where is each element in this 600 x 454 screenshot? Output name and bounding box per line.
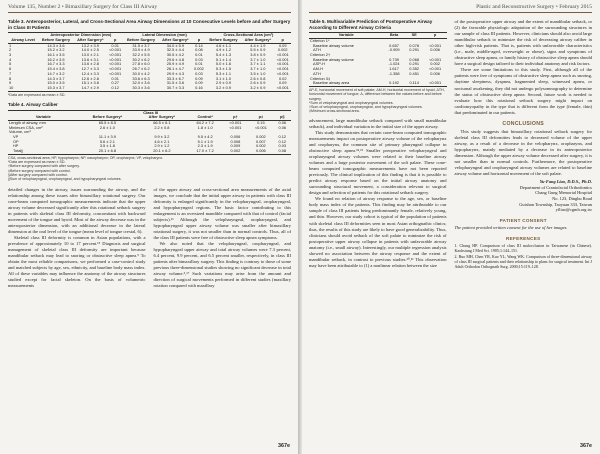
author-affiliation-line: Guishan Township, Taoyuan 333, Taiwan	[519, 201, 592, 207]
table3-cell: <0.001	[274, 86, 291, 91]
running-head	[8, 4, 291, 10]
table3-cell: 5	[9, 61, 12, 67]
body-column-1	[309, 19, 447, 270]
table4-cell: 0.002	[255, 134, 266, 140]
table4-cell: 0.006	[230, 134, 241, 140]
table3-cell: 7	[9, 70, 12, 76]
table3-cell: 12.7 ± 3.3	[81, 66, 99, 72]
table4-cell: 0.12	[278, 138, 287, 144]
table4-cell: OP	[13, 138, 19, 144]
table3-cell: 4	[9, 56, 12, 62]
table3-cell: 5.1 ± 1.4	[215, 56, 232, 62]
table3-cell: 2	[9, 47, 12, 53]
table3-column-header: After Surgery*	[159, 38, 192, 43]
table4-cell: 64.2 ± 7.2	[196, 119, 214, 125]
table5-cell: 0.002	[430, 61, 440, 67]
body-paragraph: of the postoperative upper airway and the extent of mandibular setback, or (2) the favorable physiologic adaptation of the surrounding structures in our sample of class III patients. However, clinicians should also avoid large mandibular setback to minimize the risk of decreasing airway caliber in other high-risk patients. That is, patients with unfavorable characteristics (i.e., male, middle-aged, overweight or obese), signs and symptoms of obstructive sleep apnea, or family history of obstructive sleep apnea should have a surgical design tailored to their individual anatomy and risk factors.	[454, 19, 592, 67]
table4-footnote: ||Sum of velopharyngeal, oropharyngeal, and hypopharyngeal volumes.	[8, 177, 122, 182]
table3-cell: 13.0 ± 2.1	[81, 52, 99, 57]
table3-cell: 4.6 ± 1.1	[215, 42, 232, 48]
table4-cell: 20.1 ± 6.2	[136, 149, 188, 154]
table3-cell: 0.09	[195, 80, 203, 86]
table4-footnote: *Data are expressed as mean ± SD.	[8, 160, 66, 165]
table3-column-header: After Surgery*	[241, 38, 274, 43]
table3-cell: 2.6 ± 0.9	[250, 80, 266, 86]
table4-cell: 0.006	[248, 149, 273, 154]
author-block	[455, 179, 593, 213]
body-paragraph: Skeletal class III deformity is common in Asian populations, with a prevalence of approximately 10 to 17 percent.¹⁵ Diagnosis and surgical management of skeletal class III deformity are important because mandibular setback may lead to snoring or obstructive sleep apnea.⁹ To obtain the most reliable comparisons, we performed a case-control study and matched subjects by age, sex, ethnicity, and baseline body mass index. All of these variables may influence the anatomy of the airway structures studied except for facial skeleton. On the basis of volumetric measurements	[8, 235, 146, 289]
table4-footnote: §After surgery compared with control.	[8, 173, 68, 178]
table3-cell: <0.001	[276, 52, 289, 57]
references-heading: REFERENCES	[506, 235, 541, 241]
table3-cell: 16.1 ± 3.5	[47, 52, 65, 57]
table3-cell: 30.7 ± 3.3	[159, 86, 192, 91]
table3-cell: 0.08	[195, 47, 203, 53]
body-paragraph: detailed changes in the airway, issues surrounding the airway, and the relationship among these issues after bimaxillary rotational surgery. Our cone-beam computed tomographic measurements indicate that the upper airway volume decreased significantly after this rotational setback surgery in patients with skeletal class III deformity, concomitant with backward movement of the tongue and hyoid. Most of the airway decrease was in the anteroposterior dimension, with an additional decrease in the lateral dimension at the oral level of the tongue (mean level of tongue crestal, 6).	[8, 186, 146, 234]
table5-cell: 0.657	[389, 42, 399, 48]
table3-cell: 33.6 ± 6.3	[132, 75, 150, 81]
table3-group-header: Anteroposterior Dimension (mm)	[38, 33, 123, 38]
table5-cell: ΔTH	[313, 47, 321, 53]
table3	[8, 32, 291, 91]
table4-cell: 2.6 ± 1.0	[99, 124, 115, 130]
table4-cell: 3.5 ± 1.8	[99, 143, 115, 149]
table5-cell: <0.001	[429, 56, 442, 62]
table3-cell: 0.14	[195, 42, 203, 48]
table4-footnote: CSA, cross-sectional area; HP, hypopharynx; NP, nasopharynx; OP, oropharynx; VP, velopharynx.	[8, 155, 164, 160]
table3-column-header: Before Surgery	[123, 38, 158, 43]
table3-cell: 3.2 ± 0.9	[206, 86, 241, 91]
table3-cell: 0.09	[195, 75, 203, 81]
table3-cell: 3.5 ± 1.0	[250, 70, 266, 76]
table4-cell: 0.15	[257, 119, 265, 125]
table3-cell: 5.0 ± 1.6	[215, 61, 232, 67]
table3-cell: 31.5 ± 3.6	[166, 80, 185, 86]
table3-cell: 25.9 ± 4.9	[166, 61, 185, 67]
table4-cell: 0.002	[223, 149, 248, 154]
table4-cell: 1.8 ± 1.0	[197, 124, 213, 130]
table3-cell: <0.001	[276, 70, 289, 76]
table3-cell: 5.4 ± 1.3	[215, 52, 232, 57]
table4-cell: Volume, cm³	[9, 129, 31, 135]
table3-title: Table 3. Anteroposterior, Lateral, and Cross-Sectional Area Airway Dimensions at 10 Consecutive Levels before and after Surgery in Class III Patients	[8, 19, 291, 30]
table3-cell: <0.001	[109, 70, 122, 76]
table3-cell: 3.7 ± 1.1	[250, 61, 266, 67]
table3-cell: 4.4 ± 1.9	[250, 42, 266, 48]
table5-cell: <0.001	[429, 66, 442, 72]
table5-cell: 0.352	[409, 66, 420, 72]
table4-footnotes	[8, 156, 291, 182]
table5-column-header: Variable	[309, 33, 383, 39]
page-number: 367e	[278, 443, 290, 449]
table3-cell: 14.0 ± 2.5	[81, 47, 99, 53]
patient-consent-heading: PATIENT CONSENT	[499, 217, 547, 223]
table3-cell: 33.9 ± 4.9	[132, 47, 150, 53]
table5-cell: 0.739	[389, 56, 399, 62]
table3-column-header: Before Surgery	[38, 38, 73, 43]
table3-cell: 4.9 ± 1.2	[215, 47, 232, 53]
table3-cell: 32.2 ± 5.5	[132, 52, 150, 57]
table3-cell: 3.7 ± 1.0	[250, 56, 266, 62]
table4-footnote: †Before surgery compared with after surgery.	[8, 164, 80, 169]
table5-cell: 0.068	[409, 56, 420, 62]
conclusions-heading: CONCLUSIONS	[502, 120, 545, 127]
table3-cell: 3.8 ± 0.9	[250, 52, 266, 57]
running-head-journal: Plastic and Reconstructive Surgery • February 2015	[476, 4, 592, 10]
body-columns	[309, 19, 592, 270]
table3-cell: 15.4 ± 3.8	[47, 66, 65, 72]
table3-column-header: p	[192, 38, 206, 43]
table3-cell: 0.27	[111, 80, 119, 86]
table4-cell: <0.001	[229, 124, 242, 130]
table4-cell: 65.5 ± 8.5	[98, 119, 117, 125]
table3-cell: <0.001	[276, 56, 289, 62]
table3-cell: 27.8 ± 6.0	[132, 61, 150, 67]
table4-cell: Minimum CSA, cm²	[9, 124, 43, 130]
table3-cell: 26.1 ± 4.7	[166, 66, 185, 72]
body-column-2	[455, 19, 593, 270]
table3-cell: 0.03	[195, 56, 203, 62]
table4-cell: 2.3 ± 1.9	[197, 143, 213, 149]
table4-column-header: After Surgery*	[136, 115, 188, 120]
table3-row	[8, 86, 291, 91]
body-paragraph: We also noted that the velopharyngeal, oropharyngeal, and hypopharyngeal upper airway and total airway volumes were 7.3 percent, 6.4 percent, 9.9 percent, and 6.5 percent smaller, respectively, in class III patients after bimaxillary surgery. This finding is contrary to those of some previous three-dimensional studies showing no significant decrease in total airway volume.⁵,¹⁷ Such variations may arise from the amount and direction of surgical movements performed in different studies (maxillary rotation compared with maxillary	[153, 241, 291, 289]
table5-cell: Baseline airway volume	[313, 42, 354, 48]
patient-consent-text: The patient provided written consent for the use of her images.	[454, 224, 568, 230]
table3-cell: <0.001	[109, 52, 122, 57]
table3-cell: 16.7 ± 3.3	[47, 61, 65, 67]
table4-cell: 4.6 ± 2.1	[154, 138, 170, 144]
table3-cell: <0.001	[109, 47, 122, 53]
table4-column-header: Control*	[188, 115, 223, 120]
table3-footnote: *Data are expressed as mean ± SD.	[8, 92, 66, 97]
table5-cell: Criterion 1*	[310, 37, 330, 43]
table5-cell: <0.001	[429, 42, 442, 48]
left-page	[0, 0, 298, 454]
table3-column-header: p	[274, 38, 291, 43]
table3-cell: <0.001	[276, 66, 289, 72]
table3-cell: 30.0 ± 4.2	[132, 70, 150, 76]
table5	[309, 32, 447, 87]
table4-cell: 5.1 ± 1.9	[197, 138, 213, 144]
table3-cell: 0.09	[278, 42, 287, 48]
table3-cell: 9	[9, 80, 12, 86]
table4-column-header: Before Surgery*	[79, 115, 136, 120]
table3-cell: 13.2 ± 3.9	[81, 42, 99, 48]
table5-row	[309, 81, 447, 86]
table3-cell: 5.3 ± 1.5	[215, 66, 232, 72]
table4-cell: Length of airway, mm	[9, 119, 46, 125]
table4-cell: HP	[13, 143, 19, 149]
table3-cell: 2.9 ± 0.9	[215, 80, 232, 86]
running-head	[309, 4, 592, 10]
table3-cell: 0.002	[277, 47, 288, 53]
table5-footnote: ‡Minimum cross-sectional area.	[309, 109, 360, 114]
table4-footnote: ‡Before surgery compared with control.	[8, 168, 71, 173]
table3-cell: 34.0 ± 5.9	[166, 42, 185, 48]
table3-cell: 13.6 ± 2.8	[81, 61, 99, 67]
table3-column-header: After Surgery*	[74, 38, 107, 43]
table3-cell: 14.3 ± 3.6	[47, 42, 65, 48]
table3-cell: 8	[9, 75, 12, 81]
table3-cell: 14.7 ± 2.9	[74, 86, 107, 91]
table4-cell: 5.6 ± 2.1	[99, 138, 115, 144]
right-page	[302, 0, 600, 454]
table3-cell: <0.001	[276, 61, 289, 67]
table3-cell: <0.001	[109, 61, 122, 67]
table3-cell: 13.6 ± 3.1	[81, 56, 99, 62]
table3-cell: 0.02	[278, 75, 287, 81]
table3-cell: 15.2 ± 3.2	[47, 47, 65, 53]
table5-cell: 0.192	[383, 81, 404, 86]
table3-cell: 26.7 ± 6.2	[132, 66, 150, 72]
header-rule	[309, 12, 592, 13]
table5-cell: 0.006	[430, 47, 440, 53]
body-column-2-text	[455, 19, 593, 116]
table4-cell: Total||	[8, 149, 79, 154]
table3-group-header: Lateral Dimension (mm)	[123, 33, 205, 38]
table3-cell: 30.5 ± 4.2	[166, 52, 185, 57]
table5-cell: -0.909	[388, 47, 400, 53]
table3-cell: 5.5 ± 0.9	[250, 47, 266, 53]
table5-column-header: p	[424, 33, 447, 39]
table5-cell: Baseline airway area	[309, 81, 383, 86]
table3-cell: 3	[9, 52, 12, 57]
body-paragraph: This study demonstrates that certain cone-beam computed tomographic measurements impact on postoperative airway volume of the velopharynx and oropharynx, the common site of primary pharyngeal collapse in obstructive sleep apnea.¹⁸,¹⁹ Smaller preoperative velopharyngeal and oropharyngeal airway volumes were related to their baseline airway volumes and a large posterior movement of the soft palate. These cone-beam computed tomographic measurements have not been reported previously. The clinical implication of this finding is that it is possible to predict airway response based on the initial airway anatomy and surrounding structural movement, a consideration relevant to surgical design and selection of patients for this rotational setback surgery.	[309, 129, 447, 196]
table4-column-header: p†	[223, 115, 248, 120]
body-column-1-text	[309, 118, 447, 269]
table4-cell: 0.009	[230, 143, 241, 149]
table3-cell: 3.1 ± 1.0	[215, 75, 232, 81]
table3-column-header: Before Surgery	[206, 38, 241, 43]
header-rule	[8, 12, 291, 13]
table3-cell: 15.0 ± 3.5	[47, 80, 65, 86]
table3-cell: 0.01	[111, 75, 119, 81]
table5-footnotes	[309, 88, 447, 114]
page-number: 367e	[580, 443, 592, 449]
table5-cell: 0.078	[409, 42, 420, 48]
table4-cell: <0.001	[229, 119, 242, 125]
table3-cell: 30.2 ± 6.2	[132, 56, 150, 62]
table5-cell: <0.001	[424, 81, 447, 86]
table4-cell: 9.5 ± 4.2	[197, 134, 213, 140]
table5-cell: ΔTH	[313, 70, 321, 76]
table3-cell: 0.12	[107, 86, 123, 91]
table4-cell: 0.08	[274, 149, 291, 154]
table3-cell: 12.4 ± 3.3	[81, 70, 99, 76]
reference-item: 2. Ruo MH, Chen YR, Kuo YL, Wang WK. Comparison of three-dimensional airway of class III surgical patients and their relationship to plans for surgical treatment. Int J Adult Orthodon Orthognath Surg. 2000;15:119–128.	[454, 253, 592, 269]
table3-cell: 0.01	[111, 42, 119, 48]
table3-cell: 16.2 ± 3.5	[47, 56, 65, 62]
table4-cell: VP	[13, 134, 19, 140]
body-columns	[8, 187, 291, 290]
table3-cell: 6	[9, 66, 12, 72]
table4-cell: 0.06	[278, 124, 287, 130]
table5-cell: ΔM-H	[313, 66, 323, 72]
table4-cell: 2.2 ± 0.8	[154, 124, 170, 130]
reference-item: 1. Chung HP. Comparison of class III malocclusion in Taiwanese (in Chinese). Kaohsiung J Med Sci. 1985;1:144–151.	[454, 242, 592, 253]
table4-cell: 0.06	[278, 119, 287, 125]
table3-cell: 2.6 ± 0.8	[250, 75, 266, 81]
table4-row	[8, 149, 291, 154]
table5-cell: -1.358	[388, 70, 400, 76]
author-affiliation-line: Department of Craniofacial Orthodontics	[519, 184, 592, 190]
table4	[8, 110, 291, 155]
table3-cell: 31.5 ± 3.7	[132, 42, 150, 48]
table4-cell: <0.001	[254, 124, 267, 130]
table5-cell: 0.451	[409, 70, 420, 76]
table3-cell: 0.16	[192, 86, 206, 91]
table4-cell: 66.5 ± 6.1	[153, 119, 171, 125]
table4-cell: 0.007	[255, 138, 266, 144]
table4-cell: 17.0 ± 7.2	[188, 149, 223, 154]
table3-cell: 0.01	[195, 52, 203, 57]
table3-cell: 0.002	[194, 66, 204, 72]
table4-title: Table 4. Airway Caliber	[8, 101, 58, 107]
table5-footnote: *Sum of velopharyngeal and oropharyngeal volumes.	[309, 100, 394, 105]
table4-cell: 20.1 ± 6.8	[79, 149, 136, 154]
table3-cell: 3.7 ± 1.0	[250, 66, 266, 72]
table3-cell: 10	[8, 86, 38, 91]
table3-cell: 14.3 ± 3.7	[47, 75, 65, 81]
author-affiliation	[455, 185, 593, 213]
table3-cell: 5.3 ± 1.1	[215, 70, 232, 76]
table3-cell: 0.01	[195, 61, 203, 67]
table5-cell: -1.024	[388, 61, 400, 67]
table3-group-header: Cross-Sectional Area (cm²)	[206, 33, 291, 38]
author-affiliation-line: yfliao@cgmh.org.tw	[555, 207, 592, 213]
table5-footnote: ΔP-E, horizontal movement of soft palate; ΔM-H, horizontal movement of hyoid; ΔTH, horizontal movement of tongue; Δ, difference between the values before and before surgery.	[309, 87, 445, 101]
table3-cell: 30.3 ± 3.6	[123, 86, 158, 91]
table3-cell: 15.3 ± 3.7	[38, 86, 73, 91]
references-list	[455, 243, 593, 269]
table5-footnote: †Sum of velopharyngeal, oropharyngeal, and hypopharyngeal volumes.	[309, 105, 423, 110]
table5-column-header: Beta	[383, 33, 404, 39]
table3-cell: 29.9 ± 4.3	[166, 70, 185, 76]
conclusions-text: This study suggests that bimaxillary rotational setback surgery for skeletal class III deformities leads to decreased volume of the upper airway, as a result of a decrease in the velopharynx, oropharynx, and hypopharynx, mainly mediated by a decrease in its anteroposterior dimension. Although the upper airway volume decreased after surgery, it is not smaller than in normal controls. Furthermore, the postoperative velopharyngeal and oropharyngeal airway volumes are related to baseline airway volume and horizontal movement of the soft palate.	[454, 128, 592, 177]
table4-cell: 0.12	[278, 134, 287, 140]
table5-cell: 0.114	[405, 81, 424, 86]
table3-cell: 14.7 ± 3.2	[47, 70, 65, 76]
running-head-title: Volume 135, Number 2 • Bimaxillary Surgery for Class III Airway	[8, 4, 158, 10]
body-paragraph: There are some limitations to this study. First, although all of the patients were free of symptoms of obstructive sleep apnea such as snoring, daytime sleepiness, dyspnea, fragmented sleep, witnessed apnea, or nocturnal awakening, they did not undergo polysomnography to determine the status of obstructive sleep apnea. Second, future work is needed to evaluate how this rotational setback surgery might impact on cardiomyopathy in the type that is different from the type (female, thin) that predominated in our patients.	[454, 67, 592, 115]
table3-cell: 12.6 ± 2.8	[81, 75, 99, 81]
table4-group-header: Class III	[79, 110, 223, 115]
table5-cell: 1.617	[389, 66, 399, 72]
table3-cell: <0.001	[109, 66, 122, 72]
table4-column-header: p‡	[248, 115, 273, 120]
table4-column-header: p§	[274, 115, 291, 120]
table5-cell: ΔSP-H	[313, 61, 325, 67]
table5-cell: 0.291	[409, 47, 420, 53]
author-affiliation-line: No. 123, Dinghu Road	[552, 195, 592, 201]
table3-column-header: Airway Level	[8, 38, 38, 43]
table4-cell: 0.008	[230, 138, 241, 144]
body-column-2	[154, 187, 292, 290]
table4-cell: 0.03	[278, 143, 287, 149]
table4-cell: 2.9 ± 1.2	[154, 143, 170, 149]
body-paragraph: advancement, large mandibular setback compared with small mandibular setback), and individual variation in the initial size of the upper airway.	[309, 117, 447, 129]
table3-cell: 0.09	[278, 80, 287, 86]
table5-cell: Criterion 2†	[310, 52, 331, 57]
table3-cell: 32.5 ± 4.4	[166, 47, 185, 53]
author-affiliation-line: Chang Gung Memorial Hospital	[535, 190, 592, 196]
table5-cell: 0.006	[430, 70, 440, 76]
table5-cell: Baseline airway volume	[313, 56, 354, 62]
table3-cell: 32.0 ± 3.6	[132, 80, 150, 86]
table3-cell: 29.6 ± 4.8	[166, 56, 185, 62]
table4-cell: 0.002	[255, 143, 266, 149]
table3-cell: 1	[9, 42, 12, 48]
table3-cell: 15.1 ± 3.8	[81, 80, 99, 86]
table4-cell: 9.9 ± 3.2	[154, 134, 170, 140]
table4-cell: 11.1 ± 3.9	[98, 134, 116, 140]
body-paragraph: We found no relation of airway response to the age, sex, or baseline body mass index of the patients. This finding may be attributable to our sample of class III patients being predominantly female, relatively young, and thin. However, our study cohort is typical of the population of patients with skeletal class III deformities seen in most Asian orthognathic clinics; thus, the results of this study are likely to have good generalizability. Thus, clinicians should avoid setback of the soft palate to minimize the risk of postoperative upper airway collapse in patients with unfavorable airway anatomy (i.e., small airway). Interestingly, our multiple regression analysis showed no association between the airway response and the extent of mandibular setback, in contrast to previous studies.²⁰,²¹ This observation may have been attributable to (1) a nonlinear relation between the size	[309, 196, 447, 268]
body-paragraph: of the upper airway and cross-sectional area measurements of the axial images, we conclude that the initial upper airway in patients with class III deformity is enlarged significantly in the velopharyngeal, oropharyngeal, and hypopharyngeal regions. The basic factor contributing to this enlargement is an oversized mandible compared with that of control (facial subjects).¹⁶ Although the velopharyngeal, oropharyngeal, and hypopharyngeal upper airway volume was smaller after bimaxillary rotational surgery, it was not smaller than in normal controls. Thus, all of the class III patients were free of obstructive sleep apnea symptoms.	[153, 186, 291, 240]
table3-column-header: p	[107, 38, 123, 43]
table3-cell: 0.03	[195, 70, 203, 76]
table4-column-header: Variable	[8, 115, 79, 120]
table3-cell: 3.2 ± 0.9	[241, 86, 274, 91]
table5-cell: 0.291	[409, 61, 420, 67]
table3-cell: 33.3 ± 6.7	[166, 75, 185, 81]
body-column-1	[8, 187, 146, 290]
table5-title: Table 5. Multivariable Prediction of Postoperative Airway According to Different Airway Criteria	[309, 19, 433, 30]
table5-cell: Criterion 3‡	[310, 75, 331, 81]
table3-cell: <0.001	[109, 56, 122, 62]
author-name: Yu-Fang Liao, D.D.S., Ph.D.	[539, 179, 592, 185]
table5-column-header: SE	[405, 33, 424, 39]
